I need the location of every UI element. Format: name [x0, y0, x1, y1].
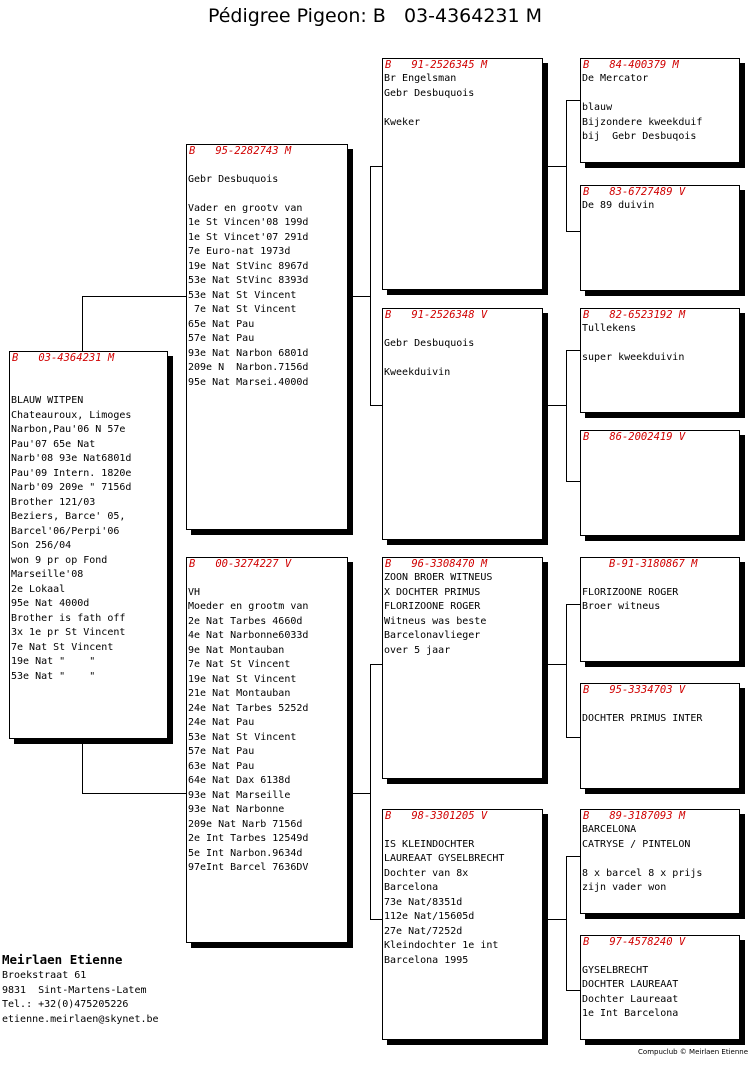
- note-line: Barcelonavlieger: [384, 630, 481, 641]
- pigeon-notes: [581, 322, 739, 366]
- ring-number: [581, 431, 739, 444]
- note-line: [384, 101, 542, 116]
- country-code: B: [385, 309, 392, 321]
- connector-line: [566, 604, 581, 605]
- ring-number: [581, 59, 739, 72]
- connector-line: [566, 856, 581, 857]
- note-line: 5e Int Narbon.9634d: [188, 847, 303, 859]
- connector-line: [566, 350, 567, 482]
- ring-code: 03-4364231 M: [38, 352, 115, 364]
- ring-number: [187, 145, 347, 158]
- pigeon-notes: [383, 823, 542, 968]
- note-line: Pau'09 Intern. 1820e: [11, 467, 132, 479]
- note-line: Brother is fath off: [11, 612, 126, 624]
- page-title: Pédigree Pigeon: B 03-4364231 M: [207, 5, 543, 27]
- note-line: super kweekduivin: [582, 352, 685, 363]
- country-code: B: [583, 431, 590, 443]
- country-code: B: [583, 59, 590, 71]
- note-line: Pau'07 65e Nat: [11, 438, 96, 450]
- ring-number: [581, 309, 739, 322]
- note-line: Kweekduivin: [384, 366, 451, 378]
- ring-number: [581, 810, 739, 823]
- note-line: Dochter Laureaat: [582, 993, 679, 1005]
- note-line: 2e Int Tarbes 12549d: [188, 833, 309, 844]
- pigeon-notes: [187, 158, 347, 390]
- note-line: Barcelona 1995: [384, 954, 469, 966]
- pigeon-card-mm: [382, 809, 543, 1040]
- pigeon-notes: [581, 823, 739, 896]
- note-line: [582, 697, 739, 712]
- note-line: 65e Nat Pau: [188, 318, 255, 330]
- note-line: Chateauroux, Limoges: [11, 409, 132, 421]
- ring-code: 95-2282743 M: [215, 145, 292, 157]
- country-code: B: [583, 309, 590, 321]
- pigeon-card-fmf: [580, 308, 740, 413]
- note-line: 7e Nat St Vincent: [11, 641, 114, 653]
- note-line: [188, 187, 347, 202]
- note-line: 1e St Vincet'07 291d: [188, 231, 309, 243]
- pigeon-card-mfm: [580, 683, 740, 789]
- country-code: B-91-3180867 M: [609, 558, 698, 570]
- note-line: [582, 949, 739, 964]
- note-line: 8 x barcel 8 x prijs: [582, 867, 703, 879]
- note-line: 95e Nat 4000d: [11, 598, 90, 609]
- note-line: 53e Nat St Vincent: [188, 731, 297, 743]
- country-code: B: [583, 684, 590, 696]
- note-line: Gebr Desbuquois: [188, 173, 279, 185]
- ring-code: 83-6727489 V: [609, 186, 686, 198]
- note-line: 19e Nat St Vincent: [188, 673, 297, 685]
- note-line: 4e Nat Narbonne6033d: [188, 630, 309, 641]
- pigeon-card-subject: [9, 351, 168, 739]
- owner-email: etienne.meirlaen@skynet.be: [2, 1013, 159, 1025]
- pigeon-notes: [581, 949, 739, 1022]
- country-code: B: [583, 810, 590, 822]
- pigeon-notes: [10, 365, 167, 684]
- note-line: 3x 1e pr St Vincent: [11, 627, 126, 638]
- note-line: [11, 365, 167, 380]
- ring-number: [383, 558, 542, 571]
- ring-code: 97-4578240 V: [609, 936, 686, 948]
- note-line: 64e Nat Dax 6138d: [188, 775, 291, 786]
- note-line: 53e Nat St Vincent: [188, 289, 297, 301]
- connector-line: [566, 990, 581, 991]
- note-line: 2e Lokaal: [11, 583, 66, 595]
- note-line: 209e Nat Narb 7156d: [188, 818, 303, 830]
- ring-number: [187, 558, 347, 571]
- pigeon-card-mmf: [580, 809, 740, 914]
- ring-code: 91-2526348 V: [411, 309, 488, 321]
- note-line: Narbon,Pau'06 N 57e: [11, 424, 126, 435]
- note-line: CATRYSE / PINTELON: [582, 838, 691, 850]
- connector-line: [566, 100, 581, 101]
- note-line: Dochter van 8x: [384, 867, 469, 879]
- note-line: DOCHTER LAUREAAT: [582, 979, 679, 990]
- note-line: DOCHTER PRIMUS INTER: [582, 712, 703, 724]
- note-line: 24e Nat Pau: [188, 717, 255, 728]
- note-line: Barcel'06/Perpi'06: [11, 525, 120, 537]
- note-line: Son 256/04: [11, 540, 72, 551]
- ring-number: [581, 186, 739, 199]
- connector-line: [547, 166, 566, 167]
- country-code: B: [385, 558, 392, 570]
- country-code: B: [583, 186, 590, 198]
- note-line: [11, 380, 167, 395]
- note-line: Br Engelsman: [384, 73, 457, 84]
- note-line: 73e Nat/8351d: [384, 896, 463, 908]
- note-line: BARCELONA: [582, 824, 637, 835]
- ring-number: [581, 558, 739, 571]
- note-line: 57e Nat Pau: [188, 746, 255, 757]
- note-line: 2e Nat Tarbes 4660d: [188, 615, 303, 627]
- ring-number: [383, 309, 542, 322]
- connector-line: [82, 296, 83, 351]
- connector-line: [566, 100, 567, 232]
- connector-line: [82, 296, 187, 297]
- note-line: Narb'09 209e " 7156d: [11, 482, 132, 493]
- pigeon-notes: [581, 72, 739, 145]
- pigeon-notes: [383, 571, 542, 658]
- note-line: [188, 571, 347, 586]
- note-line: Beziers, Barce' 05,: [11, 511, 126, 522]
- note-line: BLAUW WITPEN: [11, 395, 84, 406]
- note-line: 21e Nat Montauban: [188, 688, 291, 699]
- pigeon-card-mmm: [580, 935, 740, 1040]
- note-line: Marseille'08: [11, 569, 84, 580]
- note-line: ZOON BROER WITNEUS: [384, 572, 493, 583]
- note-line: Narb'08 93e Nat6801d: [11, 453, 132, 464]
- note-line: FLORIZOONE ROGER: [384, 601, 481, 612]
- pigeon-card-ffm: [580, 185, 740, 291]
- connector-line: [370, 664, 371, 920]
- ring-number: [383, 59, 542, 72]
- connector-line: [352, 296, 370, 297]
- owner-name: Meirlaen Etienne: [2, 952, 123, 967]
- note-line: 24e Nat Tarbes 5252d: [188, 702, 309, 714]
- pigeon-card-fmm: [580, 430, 740, 536]
- note-line: Kleindochter 1e int: [384, 940, 499, 951]
- connector-line: [566, 350, 581, 351]
- owner-city: 9831 Sint-Martens-Latem: [2, 984, 147, 996]
- note-line: FLORIZOONE ROGER: [582, 586, 679, 598]
- connector-line: [547, 919, 566, 920]
- connector-line: [82, 793, 187, 794]
- pigeon-card-father: [186, 144, 348, 530]
- note-line: LAUREAAT GYSELBRECHT: [384, 853, 505, 864]
- note-line: over 5 jaar: [384, 644, 451, 656]
- note-line: De Mercator: [582, 73, 649, 84]
- pigeon-card-mother: [186, 557, 348, 943]
- note-line: 7e Nat St Vincent: [188, 304, 297, 315]
- note-line: 95e Nat Marsei.4000d: [188, 376, 309, 388]
- note-line: Moeder en grootm van: [188, 601, 309, 612]
- note-line: 9e Nat Montauban: [188, 644, 285, 656]
- note-line: Bijzondere kweekduif: [582, 116, 703, 128]
- note-line: 53e Nat " ": [11, 670, 96, 682]
- note-line: Gebr Desbuquois: [384, 337, 475, 349]
- pigeon-card-mff: [580, 557, 740, 662]
- ring-code: 96-3308470 M: [411, 558, 488, 570]
- pigeon-notes: [581, 199, 739, 214]
- country-code: B: [12, 352, 19, 364]
- note-line: [582, 852, 739, 867]
- note-line: 57e Nat Pau: [188, 333, 255, 344]
- note-line: IS KLEINDOCHTER: [384, 838, 475, 850]
- pigeon-card-fff: [580, 58, 740, 163]
- note-line: Witneus was beste: [384, 615, 487, 627]
- note-line: X DOCHTER PRIMUS: [384, 586, 481, 598]
- note-line: [384, 322, 542, 337]
- connector-line: [82, 739, 83, 794]
- pigeon-notes: [383, 72, 542, 130]
- ring-code: 95-3334703 V: [609, 684, 686, 696]
- country-code: B: [385, 810, 392, 822]
- ring-number: [10, 352, 167, 365]
- note-line: 1e Int Barcelona: [582, 1008, 679, 1019]
- note-line: 7e Nat St Vincent: [188, 659, 291, 670]
- pigeon-card-fm: [382, 308, 543, 540]
- note-line: 93e Nat Narbonne: [188, 804, 285, 815]
- ring-code: 82-6523192 M: [609, 309, 686, 321]
- note-line: zijn vader won: [582, 882, 667, 893]
- note-line: blauw: [582, 102, 613, 113]
- connector-line: [566, 604, 567, 738]
- note-line: 63e Nat Pau: [188, 760, 255, 772]
- pigeon-notes: [383, 322, 542, 380]
- note-line: Broer witneus: [582, 601, 661, 612]
- note-line: [188, 158, 347, 173]
- note-line: 53e Nat StVinc 8393d: [188, 275, 309, 286]
- note-line: 112e Nat/15605d: [384, 911, 475, 922]
- ring-code: 91-2526345 M: [411, 59, 488, 71]
- note-line: 97eInt Barcel 7636DV: [188, 862, 309, 873]
- owner-phone: Tel.: +32(0)475205226: [2, 999, 129, 1010]
- connector-line: [566, 481, 581, 482]
- note-line: De 89 duivin: [582, 200, 655, 211]
- note-line: 209e N Narbon.7156d: [188, 362, 309, 373]
- note-line: won 9 pr op Fond: [11, 554, 108, 566]
- owner-info: [2, 951, 159, 1027]
- pigeon-card-ff: [382, 58, 543, 290]
- country-code: B: [583, 936, 590, 948]
- connector-line: [370, 166, 371, 406]
- note-line: [582, 571, 739, 586]
- note-line: 7e Euro-nat 1973d: [188, 246, 291, 257]
- country-code: B: [189, 558, 196, 570]
- note-line: Gebr Desbuquois: [384, 87, 475, 99]
- pigeon-notes: [581, 697, 739, 726]
- pigeon-notes: [187, 571, 347, 876]
- country-code: B: [385, 59, 392, 71]
- note-line: 27e Nat/7252d: [384, 925, 463, 937]
- note-line: 93e Nat Narbon 6801d: [188, 347, 309, 359]
- note-line: Tullekens: [582, 323, 637, 334]
- note-line: bij Gebr Desbuqois: [582, 131, 697, 142]
- connector-line: [352, 793, 370, 794]
- note-line: 19e Nat StVinc 8967d: [188, 260, 309, 272]
- note-line: VH: [188, 586, 201, 598]
- connector-line: [547, 664, 566, 665]
- note-line: GYSELBRECHT: [582, 964, 649, 976]
- note-line: Brother 121/03: [11, 496, 96, 508]
- country-code: B: [189, 145, 196, 157]
- owner-street: Broekstraat 61: [2, 970, 87, 981]
- note-line: [384, 823, 542, 838]
- ring-code: 84-400379 M: [609, 59, 679, 71]
- ring-number: [383, 810, 542, 823]
- note-line: 93e Nat Marseille: [188, 789, 291, 801]
- note-line: 19e Nat " ": [11, 656, 96, 667]
- ring-code: 89-3187093 M: [609, 810, 686, 822]
- ring-code: 86-2002419 V: [609, 431, 686, 443]
- footer-credit: Compuclub © Meirlaen Etienne: [638, 1048, 748, 1056]
- note-line: 1e St Vincen'08 199d: [188, 217, 309, 228]
- note-line: [582, 337, 739, 352]
- connector-line: [547, 405, 566, 406]
- note-line: Vader en grootv van: [188, 202, 303, 214]
- ring-number: [581, 684, 739, 697]
- ring-code: 00-3274227 V: [215, 558, 292, 570]
- note-line: [582, 87, 739, 102]
- ring-code: 98-3301205 V: [411, 810, 488, 822]
- connector-line: [566, 737, 581, 738]
- note-line: Barcelona: [384, 882, 439, 893]
- note-line: Kweker: [384, 116, 421, 128]
- pigeon-card-mf: [382, 557, 543, 779]
- connector-line: [566, 856, 567, 991]
- note-line: [384, 351, 542, 366]
- connector-line: [566, 231, 581, 232]
- ring-number: [581, 936, 739, 949]
- pigeon-notes: [581, 571, 739, 615]
